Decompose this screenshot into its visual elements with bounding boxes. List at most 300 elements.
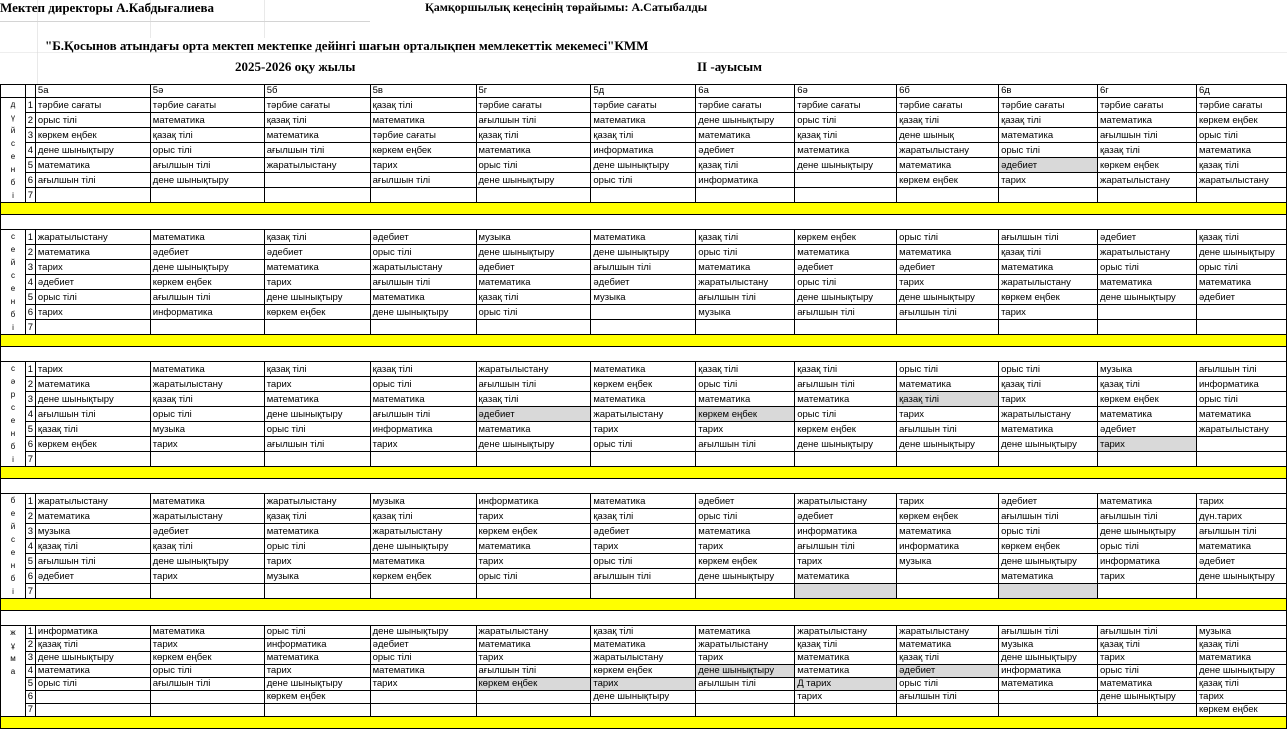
shift-label: II -ауысым bbox=[697, 59, 762, 74]
lesson-cell bbox=[150, 704, 264, 717]
lesson-cell bbox=[591, 704, 696, 717]
lesson-cell: әдебиет bbox=[35, 275, 150, 290]
lesson-cell: дене шынықтыру bbox=[999, 437, 1098, 452]
lesson-cell: тарих bbox=[1098, 652, 1197, 665]
lesson-cell: қазақ тілі bbox=[1196, 678, 1286, 691]
lesson-cell: ағылшын тілі bbox=[264, 437, 370, 452]
lesson-cell: дене шынықтыру bbox=[35, 392, 150, 407]
lesson-cell: тәрбие сағаты bbox=[264, 98, 370, 113]
day-gap-row bbox=[1, 347, 1287, 362]
lesson-cell bbox=[999, 704, 1098, 717]
lesson-cell: математика bbox=[1098, 494, 1197, 509]
period-number: 2 bbox=[25, 245, 35, 260]
lesson-cell: қазақ тілі bbox=[476, 128, 591, 143]
lesson-cell: тарих bbox=[1196, 494, 1286, 509]
lesson-cell: дене шынықтыру bbox=[370, 539, 476, 554]
lesson-cell: математика bbox=[696, 128, 795, 143]
lesson-cell: әдебиет bbox=[1098, 230, 1197, 245]
lesson-cell: музыка bbox=[150, 422, 264, 437]
lesson-cell: жаратылыстану bbox=[591, 652, 696, 665]
period-number: 5 bbox=[25, 678, 35, 691]
lesson-cell: дене шынық bbox=[897, 128, 999, 143]
lesson-cell: жаратылыстану bbox=[476, 626, 591, 639]
lesson-cell bbox=[1098, 188, 1197, 203]
lesson-cell: орыс тілі bbox=[264, 422, 370, 437]
day-gap-row bbox=[1, 611, 1287, 626]
lesson-cell: математика bbox=[264, 524, 370, 539]
day-label: с е й с е н б і bbox=[1, 230, 26, 335]
day-label: д ү й с е н б і bbox=[1, 98, 26, 203]
lesson-cell: қазақ тілі bbox=[591, 509, 696, 524]
lesson-cell: әдебиет bbox=[476, 407, 591, 422]
lesson-cell: әдебиет bbox=[1196, 554, 1286, 569]
period-number: 4 bbox=[25, 539, 35, 554]
lesson-cell: ағылшын тілі bbox=[1098, 626, 1197, 639]
lesson-cell: жаратылыстану bbox=[696, 275, 795, 290]
lesson-cell: дене шынықтыру bbox=[476, 437, 591, 452]
lesson-cell bbox=[35, 452, 150, 467]
lesson-cell: дене шынықтыру bbox=[897, 290, 999, 305]
lesson-cell bbox=[1098, 704, 1197, 717]
lesson-cell bbox=[999, 584, 1098, 599]
day-separator-row bbox=[1, 599, 1287, 611]
lesson-cell: көркем еңбек bbox=[150, 275, 264, 290]
day-header-cell bbox=[1, 85, 26, 98]
lesson-cell: ағылшын тілі bbox=[795, 539, 897, 554]
period-number: 3 bbox=[25, 260, 35, 275]
period-number: 2 bbox=[25, 377, 35, 392]
lesson-cell: қазақ тілі bbox=[696, 158, 795, 173]
lesson-cell: орыс тілі bbox=[897, 678, 999, 691]
lesson-cell: музыка bbox=[264, 569, 370, 584]
lesson-cell: математика bbox=[264, 260, 370, 275]
lesson-cell: математика bbox=[476, 143, 591, 158]
class-header-9: 6б bbox=[897, 85, 999, 98]
lesson-cell: математика bbox=[1196, 652, 1286, 665]
lesson-cell bbox=[795, 320, 897, 335]
lesson-cell bbox=[795, 584, 897, 599]
lesson-cell: ағылшын тілі bbox=[370, 275, 476, 290]
lesson-cell: орыс тілі bbox=[1196, 260, 1286, 275]
lesson-cell: дене шынықтыру bbox=[795, 437, 897, 452]
lesson-cell: дене шынықтыру bbox=[591, 245, 696, 260]
class-header-5: 5г bbox=[476, 85, 591, 98]
lesson-cell: көркем еңбек bbox=[591, 665, 696, 678]
lesson-cell: дене шынықтыру bbox=[696, 569, 795, 584]
lesson-cell: көркем еңбек bbox=[35, 437, 150, 452]
academic-year: 2025-2026 оқу жылы bbox=[235, 59, 356, 74]
lesson-row bbox=[1, 377, 1287, 392]
lesson-row bbox=[1, 407, 1287, 422]
lesson-row bbox=[1, 245, 1287, 260]
lesson-cell: жаратылыстану bbox=[370, 260, 476, 275]
lesson-row bbox=[1, 539, 1287, 554]
lesson-cell: тарих bbox=[264, 377, 370, 392]
lesson-cell: математика bbox=[1196, 143, 1286, 158]
lesson-cell: дене шынықтыру bbox=[476, 173, 591, 188]
lesson-cell: орыс тілі bbox=[476, 305, 591, 320]
period-number: 4 bbox=[25, 665, 35, 678]
lesson-row bbox=[1, 188, 1287, 203]
lesson-cell bbox=[696, 320, 795, 335]
lesson-cell: жаратылыстану bbox=[999, 275, 1098, 290]
lesson-cell: жаратылыстану bbox=[264, 158, 370, 173]
lesson-cell: математика bbox=[264, 392, 370, 407]
lesson-cell bbox=[370, 584, 476, 599]
lesson-cell bbox=[795, 188, 897, 203]
lesson-cell: математика bbox=[476, 275, 591, 290]
period-number: 1 bbox=[25, 98, 35, 113]
lesson-cell: тарих bbox=[476, 509, 591, 524]
lesson-cell: тарих bbox=[35, 260, 150, 275]
class-header-2: 5ә bbox=[150, 85, 264, 98]
lesson-cell bbox=[476, 452, 591, 467]
lesson-cell: орыс тілі bbox=[1196, 392, 1286, 407]
lesson-cell: ағылшын тілі bbox=[476, 665, 591, 678]
lesson-row bbox=[1, 392, 1287, 407]
lesson-cell: дүн.тарих bbox=[1196, 509, 1286, 524]
timetable bbox=[0, 84, 1287, 729]
lesson-cell: ағылшын тілі bbox=[696, 290, 795, 305]
lesson-cell: математика bbox=[476, 539, 591, 554]
lesson-cell: жаратылыстану bbox=[1196, 422, 1286, 437]
lesson-cell: көркем еңбек bbox=[35, 128, 150, 143]
lesson-cell: ағылшын тілі bbox=[999, 509, 1098, 524]
lesson-cell: математика bbox=[696, 524, 795, 539]
lesson-cell: тәрбие сағаты bbox=[370, 128, 476, 143]
lesson-cell bbox=[999, 320, 1098, 335]
lesson-cell: математика bbox=[35, 245, 150, 260]
lesson-cell: қазақ тілі bbox=[264, 113, 370, 128]
lesson-row bbox=[1, 362, 1287, 377]
lesson-cell: жаратылыстану bbox=[370, 524, 476, 539]
lesson-cell bbox=[264, 452, 370, 467]
lesson-cell: орыс тілі bbox=[264, 626, 370, 639]
class-header-11: 6г bbox=[1098, 85, 1197, 98]
lesson-cell: дене шынықтыру bbox=[35, 652, 150, 665]
lesson-cell bbox=[897, 452, 999, 467]
lesson-cell: математика bbox=[999, 128, 1098, 143]
lesson-cell: жаратылыстану bbox=[1098, 245, 1197, 260]
class-header-6: 5д bbox=[591, 85, 696, 98]
gap-cell bbox=[1, 347, 1287, 362]
lesson-cell: информатика bbox=[476, 494, 591, 509]
lesson-cell: ағылшын тілі bbox=[897, 691, 999, 704]
lesson-cell: дене шынықтыру bbox=[1196, 665, 1286, 678]
lesson-cell: әдебиет bbox=[370, 639, 476, 652]
lesson-cell: тарих bbox=[264, 665, 370, 678]
lesson-row bbox=[1, 678, 1287, 691]
lesson-cell: әдебиет bbox=[591, 275, 696, 290]
lesson-cell: көркем еңбек bbox=[795, 230, 897, 245]
period-header-cell bbox=[25, 85, 35, 98]
lesson-cell: қазақ тілі bbox=[795, 128, 897, 143]
lesson-cell: қазақ тілі bbox=[696, 362, 795, 377]
lesson-cell bbox=[150, 188, 264, 203]
lesson-cell: ағылшын тілі bbox=[476, 113, 591, 128]
lesson-cell: ағылшын тілі bbox=[897, 422, 999, 437]
lesson-cell: орыс тілі bbox=[370, 377, 476, 392]
separator-cell bbox=[1, 467, 1287, 479]
class-header-10: 6в bbox=[999, 85, 1098, 98]
lesson-cell: қазақ тілі bbox=[35, 539, 150, 554]
lesson-cell: дене шынықтыру bbox=[264, 678, 370, 691]
lesson-cell: тарих bbox=[1196, 691, 1286, 704]
lesson-cell: орыс тілі bbox=[999, 362, 1098, 377]
lesson-cell: тәрбие сағаты bbox=[696, 98, 795, 113]
lesson-cell: математика bbox=[476, 639, 591, 652]
lesson-cell: тарих bbox=[476, 652, 591, 665]
lesson-cell: жаратылыстану bbox=[999, 407, 1098, 422]
lesson-cell: орыс тілі bbox=[150, 143, 264, 158]
lesson-cell: орыс тілі bbox=[696, 245, 795, 260]
lesson-cell: музыка bbox=[370, 494, 476, 509]
lesson-cell: әдебиет bbox=[1196, 290, 1286, 305]
lesson-cell: орыс тілі bbox=[1098, 260, 1197, 275]
lesson-cell: тәрбие сағаты bbox=[591, 98, 696, 113]
lesson-cell: музыка bbox=[591, 290, 696, 305]
lesson-cell: информатика bbox=[150, 305, 264, 320]
day-separator-row bbox=[1, 717, 1287, 729]
lesson-cell: музыка bbox=[696, 305, 795, 320]
lesson-cell: тарих bbox=[150, 437, 264, 452]
lesson-cell: дене шынықтыру bbox=[1196, 245, 1286, 260]
lesson-cell bbox=[370, 452, 476, 467]
lesson-cell: ағылшын тілі bbox=[150, 290, 264, 305]
lesson-cell: математика bbox=[591, 230, 696, 245]
lesson-cell: дене шынықтыру bbox=[150, 554, 264, 569]
lesson-cell: көркем еңбек bbox=[1196, 704, 1286, 717]
lesson-cell: математика bbox=[1098, 678, 1197, 691]
lesson-cell: тарих bbox=[591, 422, 696, 437]
lesson-cell bbox=[1196, 584, 1286, 599]
lesson-row bbox=[1, 652, 1287, 665]
lesson-cell: жаратылыстану bbox=[35, 494, 150, 509]
lesson-row bbox=[1, 584, 1287, 599]
lesson-cell: ағылшын тілі bbox=[795, 377, 897, 392]
lesson-cell: орыс тілі bbox=[591, 173, 696, 188]
lesson-cell: қазақ тілі bbox=[370, 98, 476, 113]
lesson-cell: орыс тілі bbox=[476, 158, 591, 173]
period-number: 4 bbox=[25, 275, 35, 290]
lesson-cell: математика bbox=[370, 113, 476, 128]
period-number: 5 bbox=[25, 290, 35, 305]
lesson-cell: қазақ тілі bbox=[999, 377, 1098, 392]
lesson-row bbox=[1, 143, 1287, 158]
lesson-cell: ағылшын тілі bbox=[35, 554, 150, 569]
lesson-cell: тарих bbox=[591, 678, 696, 691]
lesson-cell: көркем еңбек bbox=[1098, 158, 1197, 173]
period-number: 6 bbox=[25, 437, 35, 452]
lesson-cell: математика bbox=[999, 422, 1098, 437]
lesson-cell: тарих bbox=[591, 539, 696, 554]
lesson-cell: ағылшын тілі bbox=[35, 173, 150, 188]
lesson-cell: математика bbox=[476, 422, 591, 437]
period-number: 7 bbox=[25, 320, 35, 335]
period-number: 2 bbox=[25, 639, 35, 652]
lesson-cell bbox=[897, 704, 999, 717]
lesson-row bbox=[1, 524, 1287, 539]
lesson-cell: информатика bbox=[264, 639, 370, 652]
lesson-cell: тарих bbox=[370, 437, 476, 452]
lesson-cell: әдебиет bbox=[1098, 422, 1197, 437]
lesson-cell bbox=[264, 320, 370, 335]
lesson-cell: орыс тілі bbox=[264, 539, 370, 554]
lesson-cell bbox=[476, 691, 591, 704]
lesson-cell: қазақ тілі bbox=[264, 509, 370, 524]
class-header-8: 6ә bbox=[795, 85, 897, 98]
lesson-cell: математика bbox=[999, 569, 1098, 584]
lesson-cell: қазақ тілі bbox=[696, 230, 795, 245]
lesson-cell: дене шынықтыру bbox=[476, 245, 591, 260]
lesson-cell: математика bbox=[591, 392, 696, 407]
lesson-cell: әдебиет bbox=[696, 143, 795, 158]
lesson-cell: қазақ тілі bbox=[897, 113, 999, 128]
lesson-cell bbox=[476, 704, 591, 717]
period-number: 5 bbox=[25, 422, 35, 437]
lesson-cell: қазақ тілі bbox=[1196, 639, 1286, 652]
lesson-cell: жаратылыстану bbox=[696, 639, 795, 652]
lesson-cell: ағылшын тілі bbox=[1196, 362, 1286, 377]
lesson-cell: жаратылыстану bbox=[591, 407, 696, 422]
lesson-cell: математика bbox=[1196, 407, 1286, 422]
day-separator-row bbox=[1, 467, 1287, 479]
lesson-cell bbox=[35, 691, 150, 704]
lesson-cell: дене шынықтыру bbox=[795, 290, 897, 305]
lesson-cell: математика bbox=[150, 230, 264, 245]
lesson-row bbox=[1, 639, 1287, 652]
day-gap-row bbox=[1, 215, 1287, 230]
lesson-cell: дене шынықтыру bbox=[1196, 569, 1286, 584]
lesson-cell: дене шынықтыру bbox=[999, 554, 1098, 569]
separator-cell bbox=[1, 599, 1287, 611]
lesson-cell: математика bbox=[591, 494, 696, 509]
lesson-row bbox=[1, 569, 1287, 584]
lesson-cell: ағылшын тілі bbox=[370, 173, 476, 188]
lesson-cell: тәрбие сағаты bbox=[1196, 98, 1286, 113]
lesson-cell bbox=[35, 188, 150, 203]
lesson-cell: тарих bbox=[1098, 437, 1197, 452]
lesson-cell: көркем еңбек bbox=[476, 524, 591, 539]
period-number: 6 bbox=[25, 569, 35, 584]
lesson-cell: ағылшын тілі bbox=[35, 407, 150, 422]
lesson-cell: көркем еңбек bbox=[999, 290, 1098, 305]
period-number: 6 bbox=[25, 173, 35, 188]
lesson-cell: орыс тілі bbox=[696, 509, 795, 524]
lesson-row bbox=[1, 113, 1287, 128]
lesson-cell bbox=[696, 584, 795, 599]
lesson-cell bbox=[35, 704, 150, 717]
lesson-cell: дене шынықтыру bbox=[1098, 290, 1197, 305]
lesson-cell: информатика bbox=[696, 173, 795, 188]
lesson-cell: әдебиет bbox=[897, 260, 999, 275]
lesson-cell: көркем еңбек bbox=[264, 691, 370, 704]
lesson-cell: әдебиет bbox=[999, 494, 1098, 509]
lesson-cell: орыс тілі bbox=[897, 230, 999, 245]
lesson-cell: тарих bbox=[897, 407, 999, 422]
lesson-cell: тәрбие сағаты bbox=[35, 98, 150, 113]
lesson-cell: математика bbox=[264, 128, 370, 143]
lesson-cell: математика bbox=[795, 143, 897, 158]
board-chair-signature: Қамқоршылық кеңесінің төрайымы: А.Сатыбалды bbox=[425, 0, 708, 14]
class-header-1: 5а bbox=[35, 85, 150, 98]
lesson-cell: математика bbox=[591, 639, 696, 652]
lesson-cell: ағылшын тілі bbox=[476, 377, 591, 392]
lesson-cell: математика bbox=[150, 113, 264, 128]
period-number: 1 bbox=[25, 230, 35, 245]
lesson-row bbox=[1, 173, 1287, 188]
lesson-cell: орыс тілі bbox=[1196, 128, 1286, 143]
period-number: 2 bbox=[25, 113, 35, 128]
lesson-cell: жаратылыстану bbox=[476, 362, 591, 377]
lesson-cell bbox=[696, 691, 795, 704]
period-number: 5 bbox=[25, 554, 35, 569]
period-number: 3 bbox=[25, 128, 35, 143]
day-label: б е й с е н б і bbox=[1, 494, 26, 599]
lesson-row bbox=[1, 665, 1287, 678]
lesson-cell: орыс тілі bbox=[999, 524, 1098, 539]
lesson-cell: орыс тілі bbox=[795, 407, 897, 422]
lesson-cell: орыс тілі bbox=[795, 113, 897, 128]
lesson-cell: тарих bbox=[897, 275, 999, 290]
lesson-cell: қазақ тілі bbox=[897, 392, 999, 407]
lesson-cell: тарих bbox=[150, 639, 264, 652]
lesson-cell: ағылшын тілі bbox=[264, 143, 370, 158]
lesson-cell: ағылшын тілі bbox=[370, 407, 476, 422]
period-number: 3 bbox=[25, 392, 35, 407]
lesson-cell: тарих bbox=[795, 691, 897, 704]
lesson-cell: математика bbox=[370, 554, 476, 569]
lesson-cell: математика bbox=[35, 158, 150, 173]
lesson-cell bbox=[1098, 305, 1197, 320]
lesson-row bbox=[1, 230, 1287, 245]
lesson-cell: математика bbox=[591, 113, 696, 128]
lesson-cell: көркем еңбек bbox=[696, 407, 795, 422]
lesson-cell: ағылшын тілі bbox=[1098, 509, 1197, 524]
lesson-cell bbox=[35, 584, 150, 599]
lesson-cell: қазақ тілі bbox=[476, 290, 591, 305]
lesson-cell: жаратылыстану bbox=[150, 509, 264, 524]
lesson-cell: әдебиет bbox=[999, 158, 1098, 173]
lesson-cell bbox=[591, 452, 696, 467]
period-number: 7 bbox=[25, 704, 35, 717]
lesson-cell: математика bbox=[1098, 407, 1197, 422]
lesson-cell bbox=[264, 188, 370, 203]
lesson-cell: математика bbox=[897, 639, 999, 652]
separator-cell bbox=[1, 203, 1287, 215]
gap-cell bbox=[1, 611, 1287, 626]
lesson-cell: дене шынықтыру bbox=[370, 305, 476, 320]
lesson-cell: жаратылыстану bbox=[35, 230, 150, 245]
lesson-cell: математика bbox=[1098, 275, 1197, 290]
lesson-cell: музыка bbox=[999, 639, 1098, 652]
period-number: 7 bbox=[25, 452, 35, 467]
lesson-cell: математика bbox=[370, 665, 476, 678]
lesson-cell: информатика bbox=[1098, 554, 1197, 569]
lesson-cell: қазақ тілі bbox=[370, 362, 476, 377]
lesson-cell: орыс тілі bbox=[897, 362, 999, 377]
lesson-cell: тарих bbox=[999, 305, 1098, 320]
lesson-row bbox=[1, 437, 1287, 452]
lesson-cell bbox=[370, 691, 476, 704]
lesson-cell bbox=[591, 584, 696, 599]
lesson-cell: орыс тілі bbox=[370, 652, 476, 665]
lesson-cell: математика bbox=[696, 260, 795, 275]
lesson-cell: Д тарих bbox=[795, 678, 897, 691]
lesson-cell: тәрбие сағаты bbox=[999, 98, 1098, 113]
lesson-cell: математика bbox=[795, 245, 897, 260]
lesson-cell: әдебиет bbox=[476, 260, 591, 275]
